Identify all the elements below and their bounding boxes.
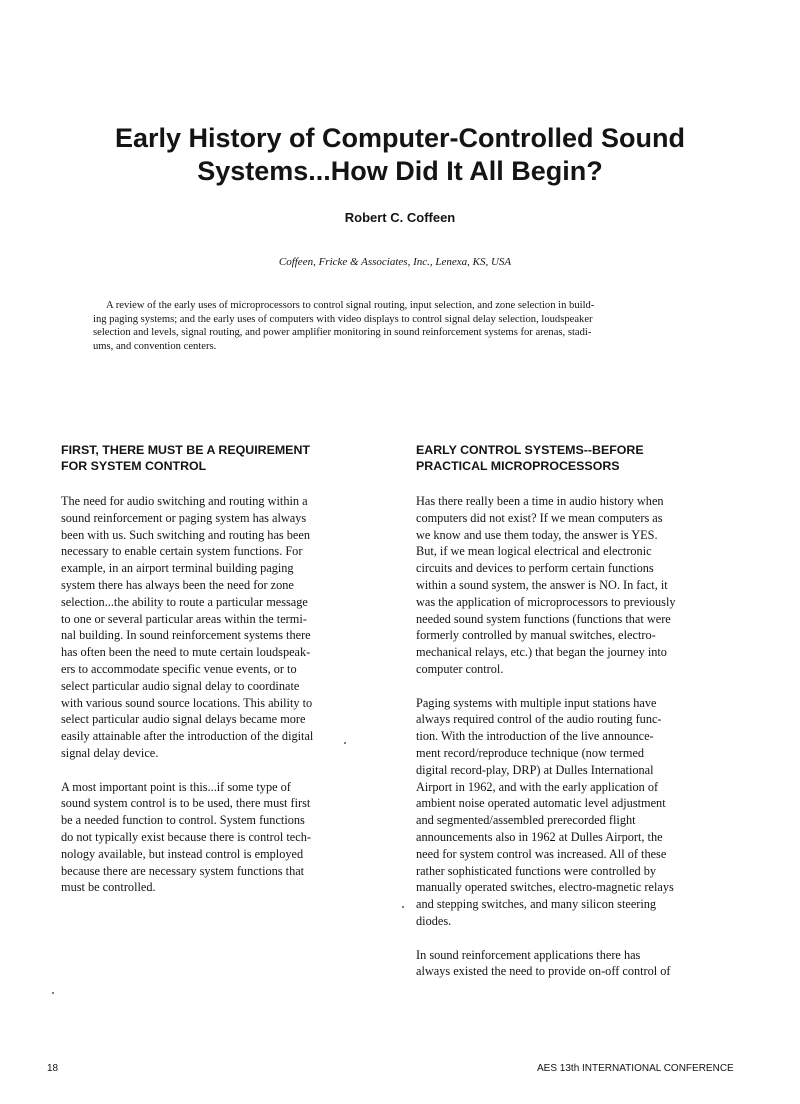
scan-speck — [344, 742, 346, 744]
abstract — [93, 299, 697, 353]
section-heading-requirement — [61, 442, 371, 474]
text-line: select particular audio signal delay to coordinate — [61, 678, 300, 693]
left-column — [61, 442, 371, 913]
text-line: A most important point is this...if some type of — [61, 779, 291, 794]
scan-speck — [402, 906, 404, 908]
heading-line: EARLY CONTROL SYSTEMS--BEFORE — [416, 443, 644, 457]
section-heading-early-control — [416, 442, 726, 474]
text-line: Paging systems with multiple input stations have — [416, 695, 657, 710]
text-line: ment record/reproduce technique (now termed — [416, 745, 645, 760]
text-line: ambient noise operated automatic level adjustment — [416, 796, 666, 811]
page-number: 18 — [47, 1063, 59, 1074]
abstract-line: A review of the early uses of microprocessors to control signal routing, input selection, and zone selection in build- — [106, 300, 595, 311]
text-line: because there are necessary system functions that — [61, 863, 305, 878]
right-column — [416, 442, 726, 997]
text-line: do not typically exist because there is control tech- — [61, 829, 311, 844]
text-line: ers to accommodate specific venue events, or to — [61, 661, 297, 676]
text-line: necessary to enable certain system functions. For — [61, 544, 303, 559]
text-line: to one or several particular areas within the termi- — [61, 611, 307, 626]
text-line: mechanical relays, etc.) that began the journey into — [416, 645, 667, 660]
text-line: tion. With the introduction of the live announce- — [416, 729, 654, 744]
text-line: nal building. In sound reinforcement systems there — [61, 628, 311, 643]
paragraph — [416, 493, 726, 678]
text-line: needed sound system functions (functions that were — [416, 611, 671, 626]
paper-title — [60, 122, 740, 188]
text-line: and segmented/assembled prerecorded flight — [416, 813, 636, 828]
text-line: computers did not exist? If we mean computers as — [416, 510, 663, 525]
text-line: we know and use them today, the answer is YES. — [416, 527, 658, 542]
text-line: But, if we mean logical electrical and electronic — [416, 544, 652, 559]
heading-line: FIRST, THERE MUST BE A REQUIREMENT — [61, 443, 310, 457]
title-line-1: Early History of Computer-Controlled Sound — [114, 123, 686, 153]
text-line: circuits and devices to perform certain functions — [416, 561, 654, 576]
heading-line: PRACTICAL MICROPROCESSORS — [416, 459, 620, 473]
text-line: selection...the ability to route a particular message — [61, 594, 308, 609]
text-line: manually operated switches, electro-magnetic relays — [416, 880, 674, 895]
text-line: sound system control is to be used, there must first — [61, 796, 311, 811]
text-line: has often been the need to mute certain loudspeak- — [61, 645, 311, 660]
heading-line: FOR SYSTEM CONTROL — [61, 459, 207, 473]
text-line: diodes. — [416, 913, 452, 928]
abstract-line: ing paging systems; and the early uses of computers with video displays to control signal delay selection, loudspeaker — [93, 313, 593, 325]
text-line: computer control. — [416, 661, 504, 676]
text-line: rather sophisticated functions were controlled by — [416, 863, 657, 878]
text-line: was the application of microprocessors to previously — [416, 594, 676, 609]
text-line: always required control of the audio routing func- — [416, 712, 662, 727]
text-line: need for system control was increased. All of these — [416, 846, 667, 861]
text-line: select particular audio signal delays became more — [61, 712, 306, 727]
text-line: nology available, but instead control is employed — [61, 846, 304, 861]
text-line: must be controlled. — [61, 880, 156, 895]
abstract-line: selection and levels, signal routing, and power amplifier monitoring in sound reinforcement systems for arenas, stadi- — [93, 327, 592, 339]
text-line: In sound reinforcement applications there has — [416, 947, 641, 962]
abstract-line: ums, and convention centers. — [93, 340, 217, 352]
text-line: signal delay device. — [61, 745, 159, 760]
text-line: example, in an airport terminal building paging — [61, 561, 294, 576]
text-line: been with us. Such switching and routing has been — [61, 527, 310, 542]
text-line: announcements also in 1962 at Dulles Airport, the — [416, 829, 663, 844]
paragraph — [416, 947, 726, 981]
text-line: with various sound source locations. This ability to — [61, 695, 313, 710]
text-line: always existed the need to provide on-off control of — [416, 964, 671, 979]
text-line: be a needed function to control. System functions — [61, 813, 305, 828]
text-line: sound reinforcement or paging system has always — [61, 510, 307, 525]
title-line-2: Systems...How Did It All Begin? — [197, 156, 603, 186]
author-name: Robert C. Coffeen — [344, 210, 456, 225]
text-line: The need for audio switching and routing within a — [61, 494, 308, 508]
text-line: easily attainable after the introduction of the digital — [61, 729, 314, 744]
text-line: and stepping switches, and many silicon steering — [416, 897, 657, 912]
scan-speck — [52, 992, 54, 994]
text-line: formerly controlled by manual switches, electro- — [416, 628, 656, 643]
text-line: system there has always been the need for zone — [61, 577, 294, 592]
text-line: within a sound system, the answer is NO. In fact, it — [416, 577, 668, 592]
paragraph — [61, 493, 371, 762]
author-affiliation: Coffeen, Fricke & Associates, Inc., Lenexa, KS, USA — [278, 256, 512, 268]
paragraph — [61, 779, 371, 897]
paragraph — [416, 695, 726, 930]
text-line: Airport in 1962, and with the early application of — [416, 779, 659, 794]
text-line: digital record-play, DRP) at Dulles International — [416, 762, 654, 777]
text-line: Has there really been a time in audio history when — [416, 494, 664, 508]
conference-name: AES 13th INTERNATIONAL CONFERENCE — [537, 1063, 734, 1074]
